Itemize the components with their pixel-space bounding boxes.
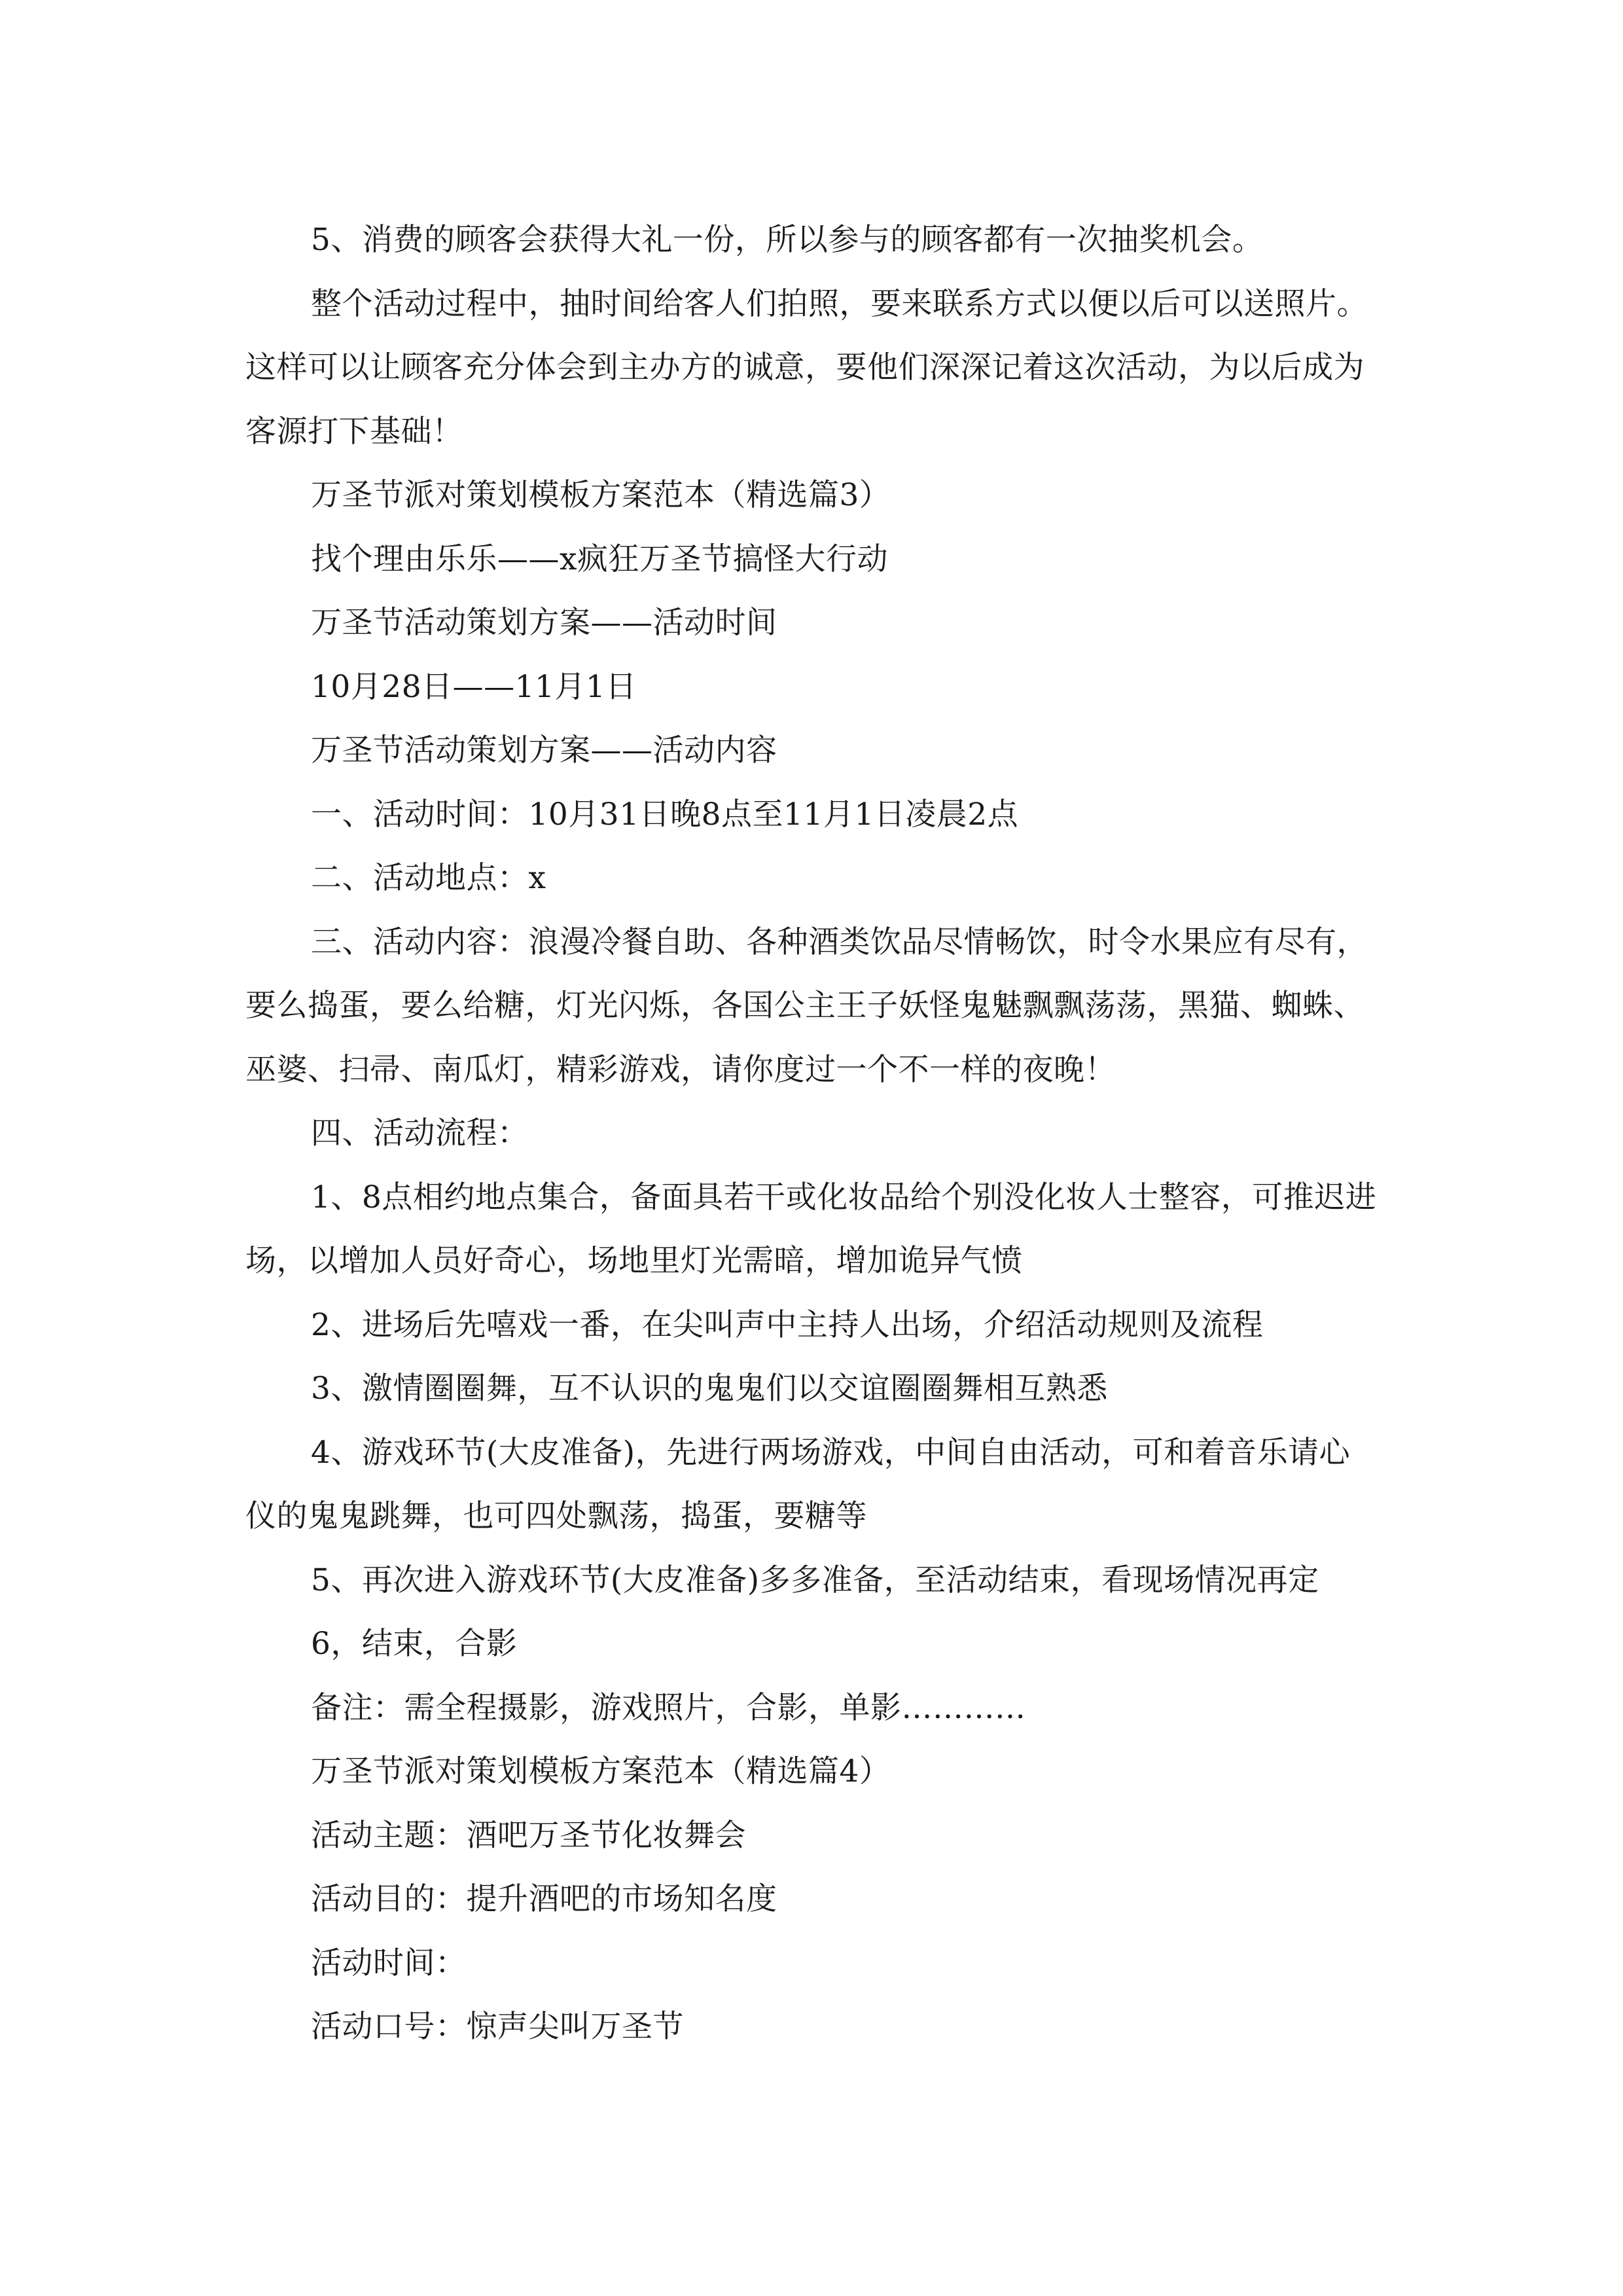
paragraph: 5、消费的顾客会获得大礼一份，所以参与的顾客都有一次抽奖机会。 (311, 222, 1264, 258)
paragraph: 备注：需全程摄影，游戏照片，合影，单影………… (311, 1689, 1026, 1726)
paragraph: 4、游戏环节(大皮准备)，先进行两场游戏，中间自由活动，可和着音乐请心仪的鬼鬼跳舞，也可四处飘荡，捣蛋，要糖等 (245, 1434, 1351, 1534)
paragraph: 整个活动过程中，抽时间给客人们拍照，要来联系方式以便以后可以送照片。这样可以让顾客充分体会到主办方的诚意，要他们深深记着这次活动，为以后成为客源打下基础！ (245, 285, 1368, 450)
section-heading: 万圣节派对策划模板方案范本（精选篇3） (311, 477, 891, 513)
paragraph: 1、8点相约地点集合，备面具若干或化妆品给个别没化妆人士整容，可推迟进场，以增加人员好奇心，场地里灯光需暗，增加诡异气愤 (245, 1179, 1377, 1279)
paragraph: 四、活动流程： (311, 1115, 529, 1151)
paragraph: 10月28日——11月1日 (311, 668, 637, 705)
paragraph: 找个理由乐乐——x疯狂万圣节搞怪大行动 (311, 541, 889, 577)
paragraph: 6，结束，合影 (311, 1626, 518, 1662)
paragraph: 5、再次进入游戏环节(大皮准备)多多准备，至活动结束，看现场情况再定 (311, 1562, 1319, 1598)
paragraph: 活动口号：惊声尖叫万圣节 (311, 2009, 684, 2045)
paragraph: 2、进场后先嘻戏一番，在尖叫声中主持人出场，介绍活动规则及流程 (311, 1306, 1264, 1343)
paragraph: 万圣节活动策划方案——活动时间 (311, 605, 777, 641)
paragraph: 活动时间： (311, 1945, 467, 1981)
document-body (245, 208, 1381, 2059)
paragraph: 活动目的：提升酒吧的市场知名度 (311, 1881, 777, 1917)
paragraph: 活动主题：酒吧万圣节化妆舞会 (311, 1817, 746, 1854)
paragraph: 万圣节活动策划方案——活动内容 (311, 732, 777, 768)
paragraph: 一、活动时间：10月31日晚8点至11月1日凌晨2点 (311, 796, 1019, 833)
paragraph: 二、活动地点：x (311, 860, 546, 896)
section-heading: 万圣节派对策划模板方案范本（精选篇4） (311, 1753, 891, 1789)
paragraph: 3、激情圈圈舞，互不认识的鬼鬼们以交谊圈圈舞相互熟悉 (311, 1371, 1108, 1407)
paragraph: 三、活动内容：浪漫冷餐自助、各种酒类饮品尽情畅饮，时令水果应有尽有，要么捣蛋，要么给糖，灯光闪烁，各国公主王子妖怪鬼魅飘飘荡荡，黑猫、蜘蛛、巫婆、扫帚、南瓜灯，精彩游戏，请你度过一个不一样的夜晚！ (245, 924, 1368, 1088)
